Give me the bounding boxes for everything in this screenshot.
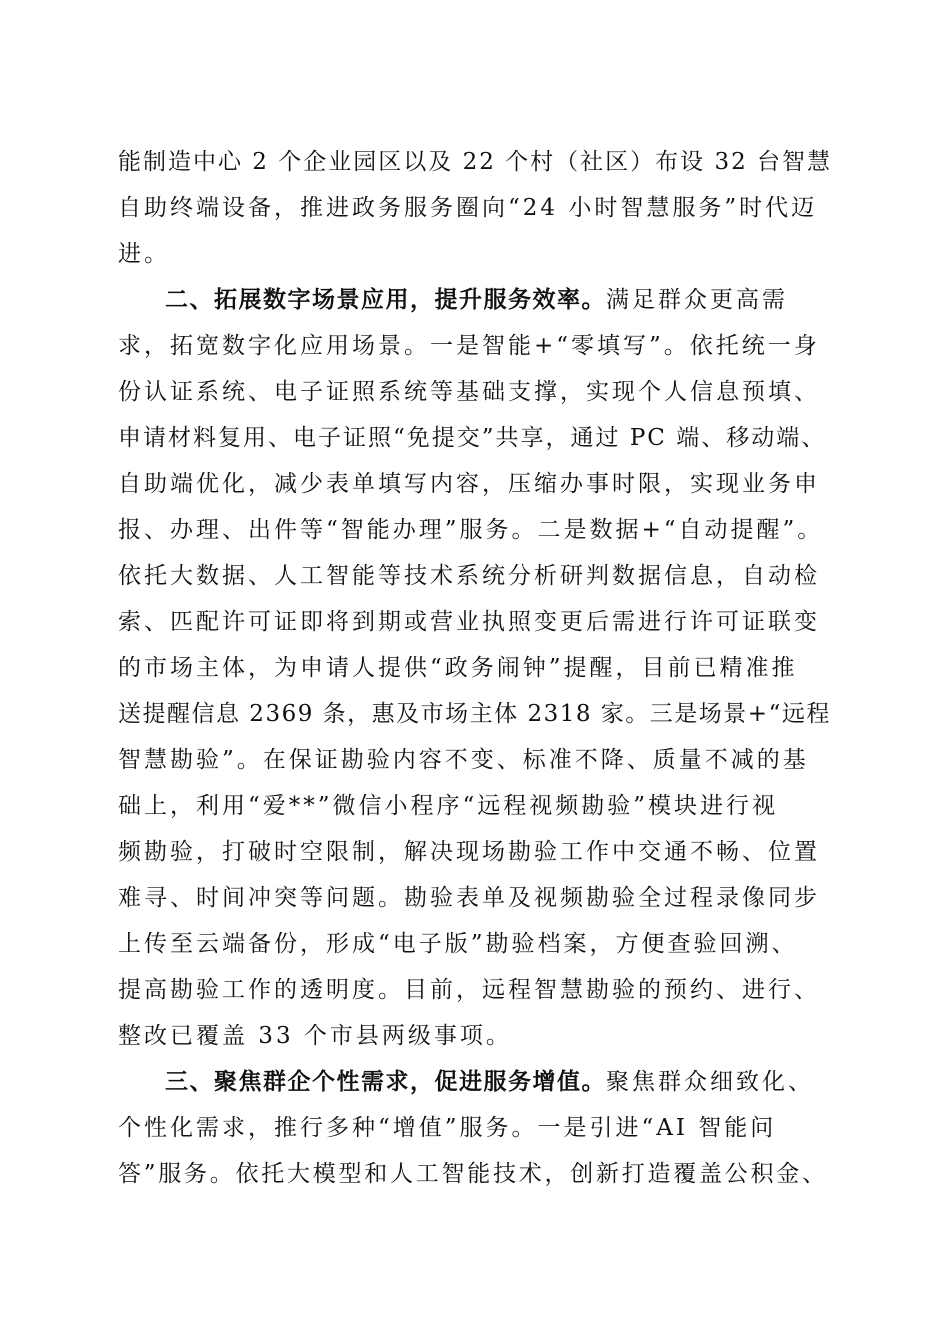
paragraph-2-line-17: 整改已覆盖 33 个市县两级事项。 <box>118 1023 512 1049</box>
paragraph-2-first-line <box>165 285 788 315</box>
paragraph-3-first-line-text: 聚焦群众细致化、 <box>606 1069 814 1095</box>
paragraph-2-heading: 二、拓展数字场景应用，提升服务效率。 <box>165 287 606 313</box>
paragraph-2-line-10: 送提醒信息 2369 条，惠及市场主体 2318 家。三是场景+“远程 <box>118 701 831 727</box>
paragraph-3-line-3: 答”服务。依托大模型和人工智能技术，创新打造覆盖公积金、 <box>118 1161 828 1187</box>
paragraph-2-line-4: 申请材料复用、电子证照“免提交”共享，通过 PC 端、移动端、 <box>118 425 827 451</box>
paragraph-2-line-11: 智慧勘验”。在保证勘验内容不变、标准不降、质量不减的基 <box>118 747 809 773</box>
paragraph-3-first-line <box>165 1067 814 1097</box>
paragraph-2-line-6: 报、办理、出件等“智能办理”服务。二是数据+“自动提醒”。 <box>118 517 824 543</box>
paragraph-2-line-14: 难寻、时间冲突等问题。勘验表单及视频勘验全过程录像同步 <box>118 885 820 911</box>
paragraph-2-line-15: 上传至云端备份，形成“电子版”勘验档案，方便查验回溯、 <box>118 931 798 957</box>
paragraph-2-line-5: 自助端优化，减少表单填写内容，压缩办事时限，实现业务申 <box>118 471 820 497</box>
paragraph-2-line-9: 的市场主体，为申请人提供“政务闹钟”提醒，目前已精准推 <box>118 655 798 681</box>
paragraph-1-line-1: 能制造中心 2 个企业园区以及 22 个村（社区）布设 32 台智慧 <box>118 149 833 175</box>
paragraph-2-line-16: 提高勘验工作的透明度。目前，远程智慧勘验的预约、进行、 <box>118 977 820 1003</box>
paragraph-2-first-line-text: 满足群众更高需 <box>606 287 788 313</box>
paragraph-3-heading: 三、聚焦群企个性需求，促进服务增值。 <box>165 1069 606 1095</box>
paragraph-2-line-12: 础上，利用“爱**”微信小程序“远程视频勘验”模块进行视 <box>118 793 779 819</box>
paragraph-3-line-2: 个性化需求，推行多种“增值”服务。一是引进“AI 智能问 <box>118 1115 777 1141</box>
paragraph-1-line-2: 自助终端设备，推进政务服务圈向“24 小时智慧服务”时代迈 <box>118 195 818 221</box>
paragraph-2-line-2: 求，拓宽数字化应用场景。一是智能+“零填写”。依托统一身 <box>118 333 820 359</box>
paragraph-2-line-7: 依托大数据、人工智能等技术系统分析研判数据信息，自动检 <box>118 563 820 589</box>
paragraph-2-line-3: 份认证系统、电子证照系统等基础支撑，实现个人信息预填、 <box>118 379 820 405</box>
paragraph-2-line-8: 索、匹配许可证即将到期或营业执照变更后需进行许可证联变 <box>118 609 820 635</box>
paragraph-2-line-13: 频勘验，打破时空限制，解决现场勘验工作中交通不畅、位置 <box>118 839 820 865</box>
paragraph-1-line-3: 进。 <box>118 241 170 267</box>
